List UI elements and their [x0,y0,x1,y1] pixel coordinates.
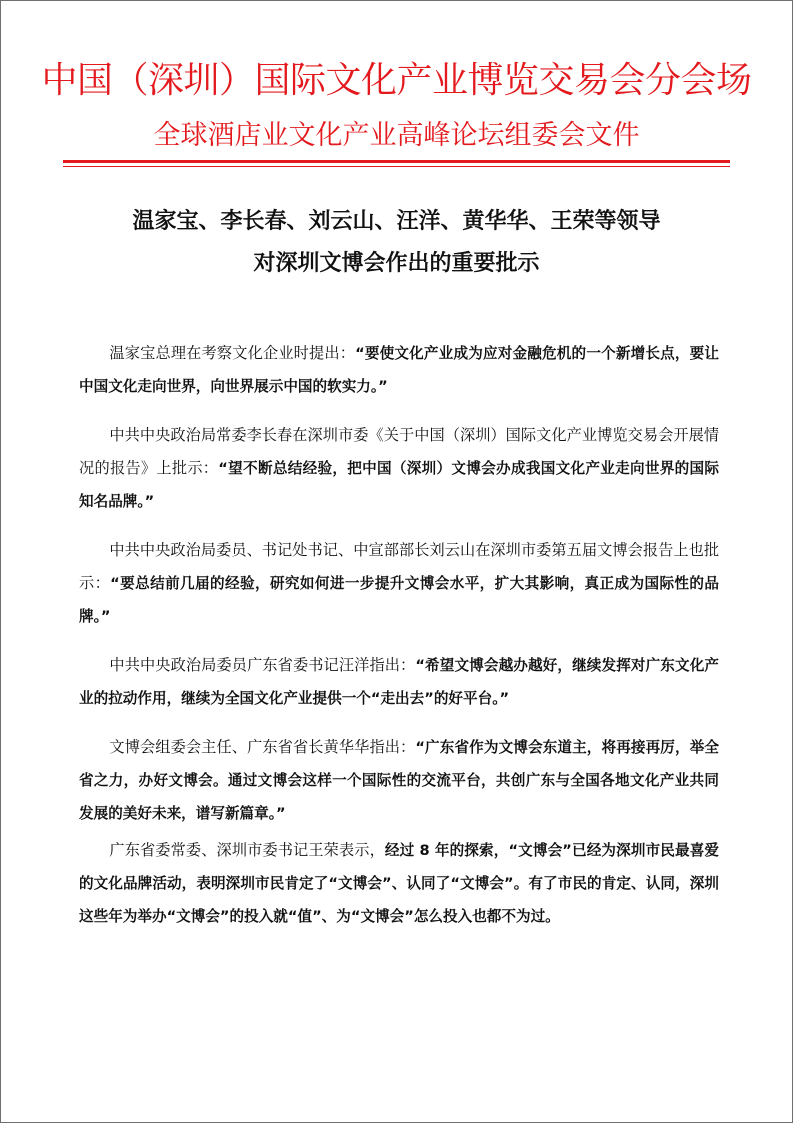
letterhead-title: 中国（深圳）国际文化产业博览交易会分会场 [41,60,752,101]
paragraph-quote: “希望文博会越办越好，继续发挥对广东文化产业的拉动作用，继续为全国文化产业提供一个“走出去”的好平台。” [79,657,720,707]
paragraph-quote: “望不断总结经验，把中国（深圳）文博会办成我国文化产业走向世界的国际知名品牌。” [79,460,719,510]
paragraph-wang-yang [79,649,719,715]
paragraph-lead: 广东省委常委、深圳市委书记王荣表示， [109,841,385,859]
paragraph-lead: 温家宝总理在考察文化企业时提出： [109,344,356,362]
paragraph-wang-rong [79,834,719,933]
paragraph-lead: 中共中央政治局委员广东省委书记汪洋指出： [109,656,416,674]
paragraph-li-changchun [79,419,719,518]
paragraph-wen-jiabao [79,337,719,403]
paragraph-liu-yunshan [79,534,719,633]
paragraph-quote: “要使文化产业成为应对金融危机的一个新增长点，要让中国文化走向世界，向世界展示中国的软实力。” [79,345,720,395]
paragraph-quote: “广东省作为文博会东道主，将再接再厉，举全省之力，办好文博会。通过文博会这样一个国际性的交流平台，共创广东与全国各地文化产业共同发展的美好未来，谱写新篇章。” [79,739,720,822]
paragraph-quote: “要总结前几届的经验，研究如何进一步提升文博会水平，扩大其影响，真正成为国际性的品牌。” [79,575,719,625]
paragraph-quote: 经过 8 年的探索，“文博会”已经为深圳市民最喜爱的文化品牌活动，表明深圳市民肯定了“文博会”、认同了“文博会”。有了市民的肯定、认同，深圳这些年为举办“文博会”的投入就“值”、为“文博会”怎么投入也都不为过。 [79,842,719,925]
document-title [41,201,752,285]
letterhead-rule-thick [63,160,730,163]
paragraph-lead: 中共中央政治局委员、书记处书记、中宣部部长刘云山在深圳市委第五届文博会报告上也批示： [79,541,719,592]
letterhead-subtitle: 全球酒店业文化产业高峰论坛组委会文件 [153,120,640,151]
document-title-line-2: 对深圳文博会作出的重要批示 [253,251,540,276]
document-title-line-1: 温家宝、李长春、刘云山、汪洋、黄华华、王荣等领导 [132,209,661,234]
letterhead-rule-thin [63,166,730,167]
document-body [79,337,719,949]
paragraph-lead: 文博会组委会主任、广东省省长黄华华指出： [109,738,416,756]
paragraph-huang-huahua [79,731,719,830]
paragraph-lead: 中共中央政治局常委李长春在深圳市委《关于中国（深圳）国际文化产业博览交易会开展情况的报告》上批示： [79,426,719,477]
